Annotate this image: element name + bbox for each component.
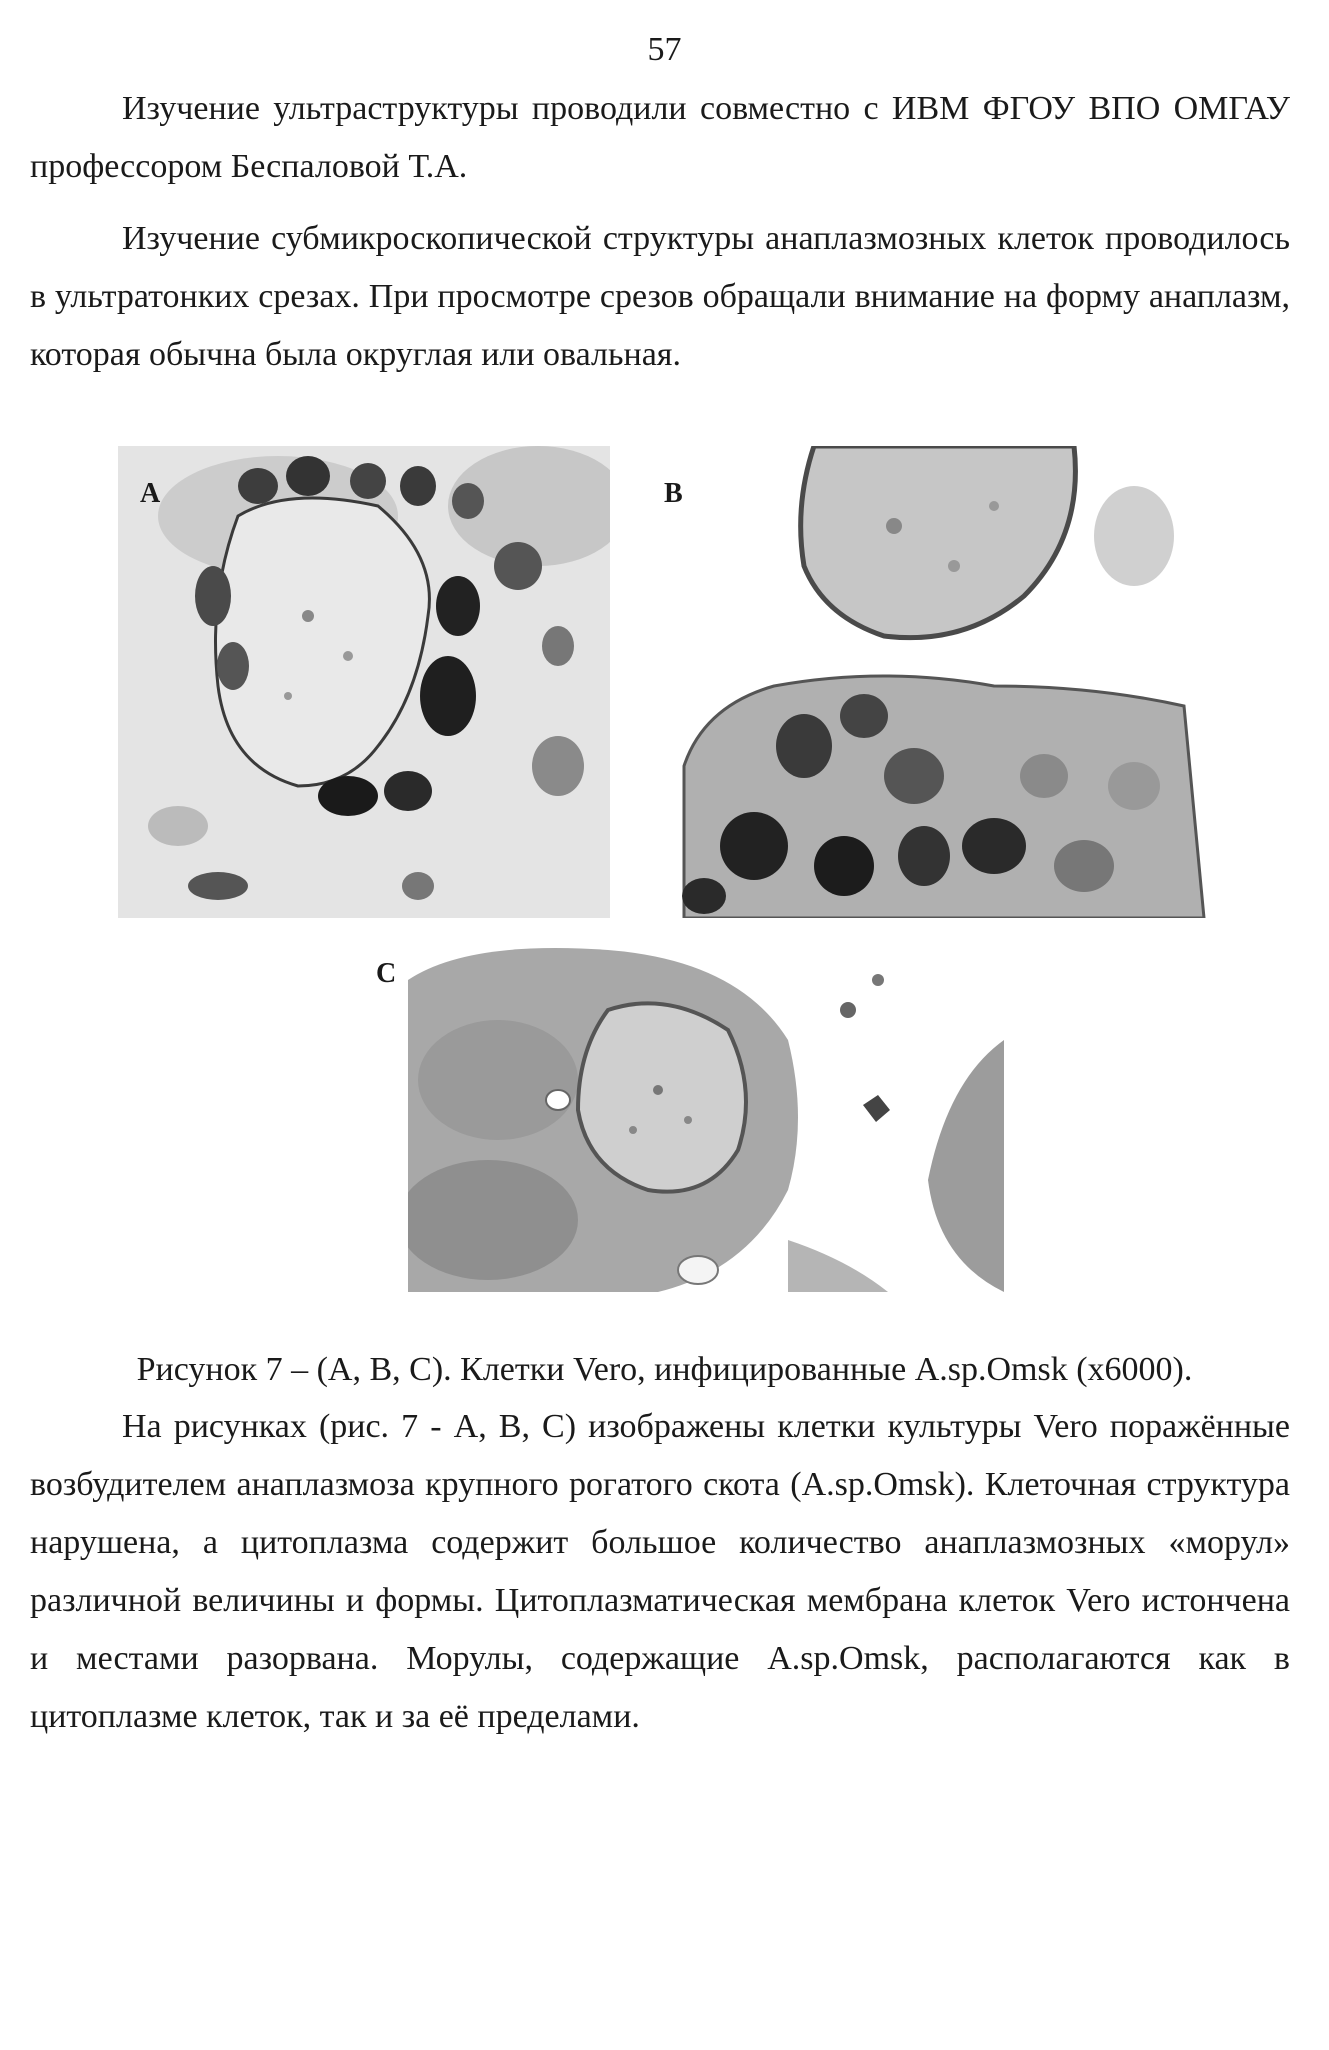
panel-label-b: B [664,478,683,509]
micrograph-a-image [118,446,628,918]
micrograph-panel-b [664,446,1224,918]
micrograph-panel-c [408,940,1004,1292]
panel-label-c: C [376,958,397,989]
micrograph-c-image [408,940,1004,1292]
micrograph-panel-a [118,446,628,918]
paragraph-method: Изучение субмикроскопической структуры анаплазмозных клеток проводилось в ультратонких срезах. При просмотре срезов обращали внимание на форму анаплазм, которая обычна была округлая или овальная. [30,220,1290,373]
figure-caption: Рисунок 7 – (A, B, C). Клетки Vero, инфицированные A.sp.Omsk (x6000). [136,1351,1193,1388]
panel-label-a: A [140,478,161,509]
paragraph-description: На рисунках (рис. 7 - A, B, C) изображены клетки культуры Vero поражённые возбудителем анаплазмоза крупного рогатого скота (A.sp.Omsk). Клеточная структура нарушена, а цитоплазма содержит большое количество анаплазмозных «морул» различной величины и формы. Цитоплазматическая мембрана клеток Vero истончена и местами разорвана. Морулы, содержащие A.sp.Omsk, располагаются как в цитоплазме клеток, так и за её пределами. [30,1408,1290,1735]
paragraph-intro: Изучение ультраструктуры проводили совместно с ИВМ ФГОУ ВПО ОМГАУ профессором Беспаловой Т.А. [30,90,1290,185]
page-number: 57 [647,31,682,68]
micrograph-b-image [664,446,1224,918]
